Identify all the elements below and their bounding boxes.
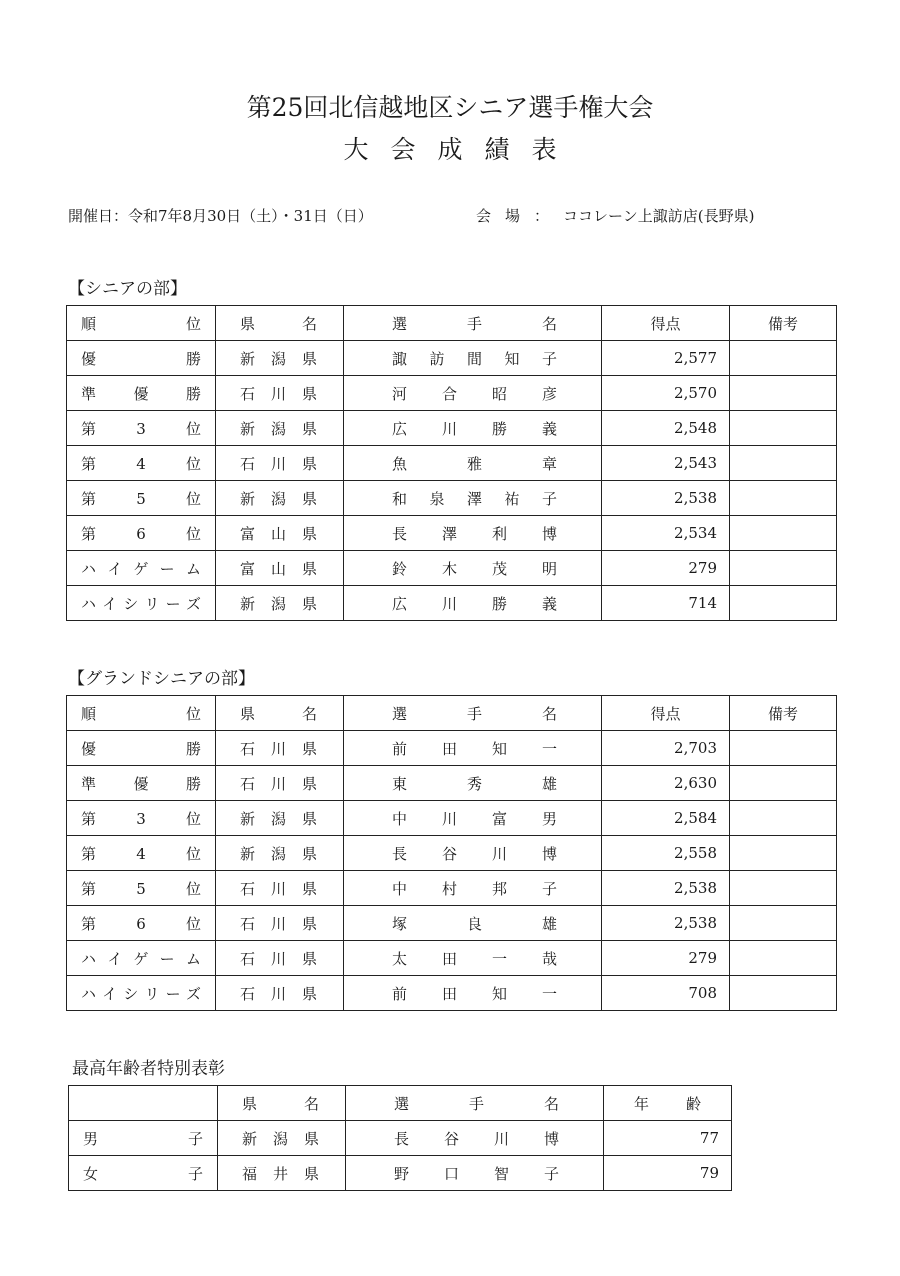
table-row xyxy=(67,941,837,976)
rank-cell: 第3位 xyxy=(67,801,216,836)
note-cell xyxy=(730,481,837,516)
prefecture-cell: 富山県 xyxy=(216,516,344,551)
rank-cell: 準優勝 xyxy=(67,376,216,411)
table-row xyxy=(69,1156,732,1191)
name-header: 選手名 xyxy=(344,696,602,731)
rank-cell: 第4位 xyxy=(67,836,216,871)
note-cell xyxy=(730,731,837,766)
venue-name: ココレーン上諏訪店(長野県) xyxy=(563,207,755,225)
prefecture-cell: 石川県 xyxy=(216,976,344,1011)
prefecture-cell: 新潟県 xyxy=(216,341,344,376)
rank-cell: ハイシリーズ xyxy=(67,976,216,1011)
player-name-cell: 長谷川博 xyxy=(344,836,602,871)
note-cell xyxy=(730,871,837,906)
table-row xyxy=(67,586,837,621)
score-cell: 2,538 xyxy=(602,906,730,941)
prefecture-cell: 富山県 xyxy=(216,551,344,586)
table-row xyxy=(67,516,837,551)
rank-header: 順位 xyxy=(67,306,216,341)
table-row xyxy=(67,376,837,411)
table-row xyxy=(67,836,837,871)
player-name-cell: 中村邦子 xyxy=(344,871,602,906)
player-name-cell: 鈴木茂明 xyxy=(344,551,602,586)
name-header: 選手名 xyxy=(346,1086,604,1121)
category-header xyxy=(69,1086,218,1121)
prefecture-cell: 石川県 xyxy=(216,731,344,766)
name-header: 選手名 xyxy=(344,306,602,341)
rank-cell: 第6位 xyxy=(67,906,216,941)
age-header: 年齢 xyxy=(604,1086,732,1121)
prefecture-cell: 新潟県 xyxy=(216,481,344,516)
table-row xyxy=(67,906,837,941)
prefecture-cell: 福井県 xyxy=(218,1156,346,1191)
score-cell: 2,538 xyxy=(602,481,730,516)
score-cell: 2,548 xyxy=(602,411,730,446)
prefecture-cell: 石川県 xyxy=(216,906,344,941)
table-row xyxy=(67,481,837,516)
prefecture-cell: 石川県 xyxy=(216,376,344,411)
rank-cell: 優勝 xyxy=(67,341,216,376)
score-cell: 714 xyxy=(602,586,730,621)
score-cell: 2,538 xyxy=(602,871,730,906)
rank-cell: 準優勝 xyxy=(67,766,216,801)
rank-cell: 男子 xyxy=(69,1121,218,1156)
table-row xyxy=(67,731,837,766)
note-header: 備考 xyxy=(730,306,837,341)
rank-cell: ハイシリーズ xyxy=(67,586,216,621)
oldest-section-title: 最高年齢者特別表彰 xyxy=(72,1059,225,1079)
prefecture-cell: 石川県 xyxy=(216,766,344,801)
score-cell: 279 xyxy=(602,941,730,976)
age-cell: 79 xyxy=(604,1156,732,1191)
oldest-award-table xyxy=(68,1085,732,1191)
table-row xyxy=(67,871,837,906)
table-row xyxy=(67,976,837,1011)
player-name-cell: 東秀雄 xyxy=(344,766,602,801)
pref-header: 県名 xyxy=(216,306,344,341)
table-row xyxy=(67,801,837,836)
document-title: 第25回北信越地区シニア選手権大会 xyxy=(246,93,654,122)
player-name-cell: 太田一哉 xyxy=(344,941,602,976)
note-cell xyxy=(730,446,837,481)
grand-results-table xyxy=(66,695,837,1011)
score-cell: 2,630 xyxy=(602,766,730,801)
score-cell: 2,577 xyxy=(602,341,730,376)
table-header-row xyxy=(67,306,837,341)
prefecture-cell: 新潟県 xyxy=(216,411,344,446)
senior-section-title: 【シニアの部】 xyxy=(68,279,187,299)
prefecture-cell: 石川県 xyxy=(216,871,344,906)
grand-section-title: 【グランドシニアの部】 xyxy=(68,669,255,689)
player-name-cell: 和泉澤祐子 xyxy=(344,481,602,516)
score-cell: 2,584 xyxy=(602,801,730,836)
rank-cell: 第5位 xyxy=(67,871,216,906)
prefecture-cell: 新潟県 xyxy=(216,836,344,871)
note-cell xyxy=(730,551,837,586)
note-cell xyxy=(730,906,837,941)
rank-cell: ハイゲーム xyxy=(67,551,216,586)
player-name-cell: 塚良雄 xyxy=(344,906,602,941)
event-date: 開催日：令和7年8月30日（土）・31日（日） xyxy=(68,207,373,225)
player-name-cell: 長谷川博 xyxy=(346,1121,604,1156)
score-header: 得点 xyxy=(602,306,730,341)
table-row xyxy=(69,1121,732,1156)
table-row xyxy=(67,446,837,481)
prefecture-cell: 石川県 xyxy=(216,446,344,481)
note-cell xyxy=(730,411,837,446)
score-cell: 2,543 xyxy=(602,446,730,481)
table-row xyxy=(67,766,837,801)
note-cell xyxy=(730,976,837,1011)
player-name-cell: 中川富男 xyxy=(344,801,602,836)
prefecture-cell: 石川県 xyxy=(216,941,344,976)
rank-cell: 第5位 xyxy=(67,481,216,516)
rank-cell: 第6位 xyxy=(67,516,216,551)
table-row xyxy=(67,551,837,586)
note-cell xyxy=(730,941,837,976)
player-name-cell: 広川勝義 xyxy=(344,411,602,446)
rank-cell: 優勝 xyxy=(67,731,216,766)
document-subtitle: 大会成績表 xyxy=(343,135,579,164)
player-name-cell: 河合昭彦 xyxy=(344,376,602,411)
score-cell: 2,570 xyxy=(602,376,730,411)
pref-header: 県名 xyxy=(216,696,344,731)
table-row xyxy=(67,411,837,446)
rank-cell: 第4位 xyxy=(67,446,216,481)
note-header: 備考 xyxy=(730,696,837,731)
note-cell xyxy=(730,376,837,411)
rank-cell: ハイゲーム xyxy=(67,941,216,976)
score-cell: 2,703 xyxy=(602,731,730,766)
player-name-cell: 長澤利博 xyxy=(344,516,602,551)
table-row xyxy=(67,341,837,376)
note-cell xyxy=(730,836,837,871)
rank-header: 順位 xyxy=(67,696,216,731)
player-name-cell: 広川勝義 xyxy=(344,586,602,621)
note-cell xyxy=(730,801,837,836)
note-cell xyxy=(730,516,837,551)
score-cell: 279 xyxy=(602,551,730,586)
note-cell xyxy=(730,586,837,621)
player-name-cell: 前田知一 xyxy=(344,731,602,766)
senior-results-table xyxy=(66,305,837,621)
prefecture-cell: 新潟県 xyxy=(218,1121,346,1156)
pref-header: 県名 xyxy=(218,1086,346,1121)
age-cell: 77 xyxy=(604,1121,732,1156)
player-name-cell: 諏訪間知子 xyxy=(344,341,602,376)
score-cell: 708 xyxy=(602,976,730,1011)
score-cell: 2,558 xyxy=(602,836,730,871)
rank-cell: 女子 xyxy=(69,1156,218,1191)
prefecture-cell: 新潟県 xyxy=(216,801,344,836)
note-cell xyxy=(730,766,837,801)
score-header: 得点 xyxy=(602,696,730,731)
score-cell: 2,534 xyxy=(602,516,730,551)
table-header-row xyxy=(69,1086,732,1121)
rank-cell: 第3位 xyxy=(67,411,216,446)
player-name-cell: 前田知一 xyxy=(344,976,602,1011)
player-name-cell: 魚雅章 xyxy=(344,446,602,481)
event-venue xyxy=(476,205,754,226)
table-header-row xyxy=(67,696,837,731)
player-name-cell: 野口智子 xyxy=(346,1156,604,1191)
note-cell xyxy=(730,341,837,376)
prefecture-cell: 新潟県 xyxy=(216,586,344,621)
venue-label: 会場： xyxy=(476,207,564,225)
